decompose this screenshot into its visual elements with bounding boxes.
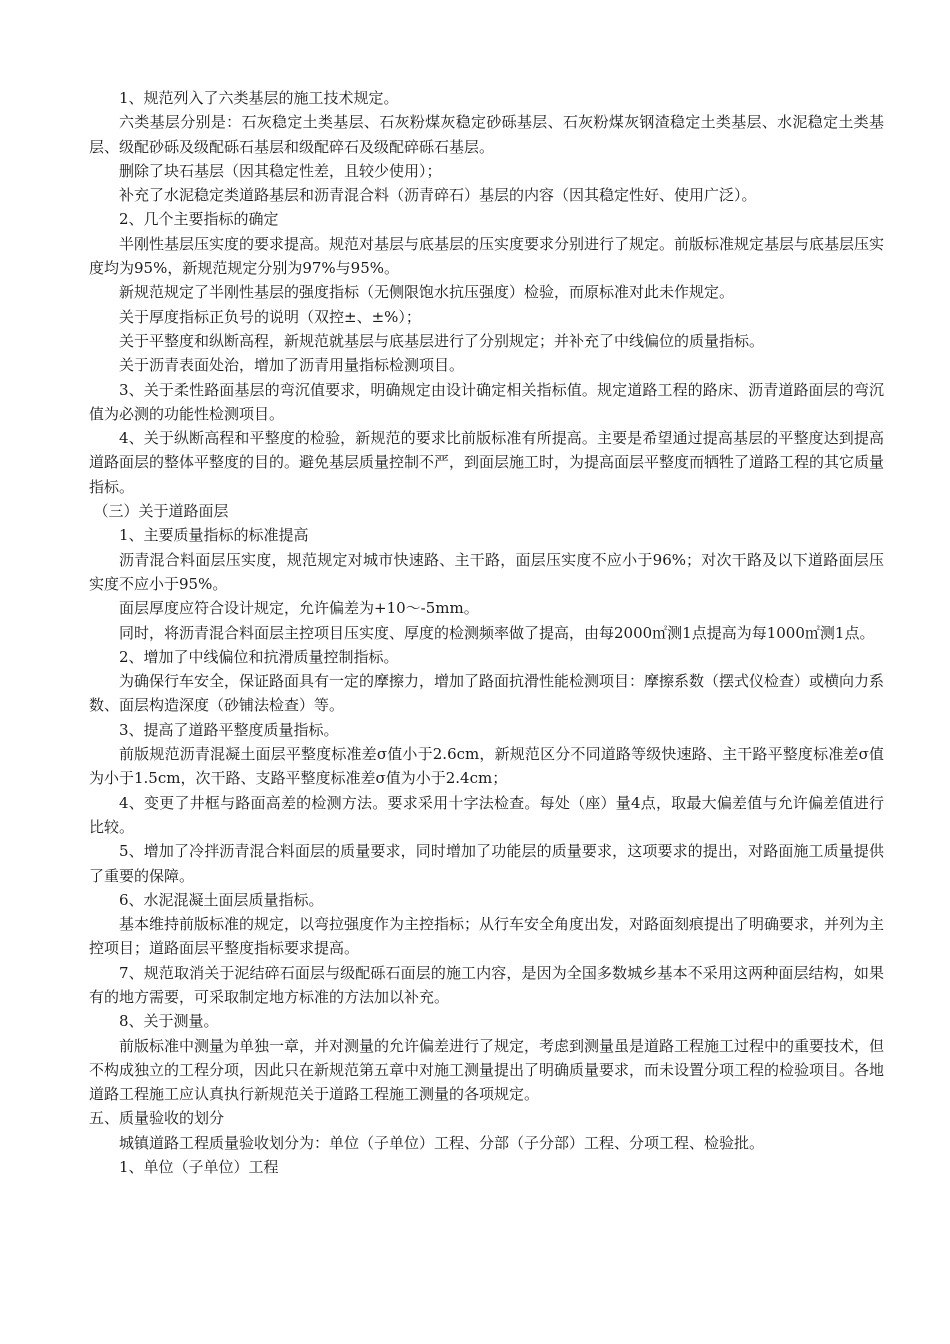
paragraph-six-base-types: 六类基层分别是：石灰稳定土类基层、石灰粉煤灰稳定砂砾基层、石灰粉煤灰钢渣稳定土类基层、水泥稳定土类基层、级配砂砾及级配砾石基层和级配碎石及级配碎砾石基层。 xyxy=(89,113,884,156)
paragraph-skid-resistance: 为确保行车安全，保证路面具有一定的摩擦力，增加了路面抗滑性能检测项目：摩擦系数（摆式仪检查）或横向力系数、面层构造深度（砂铺法检查）等。 xyxy=(89,672,885,715)
paragraph-removed-macadam: 7、规范取消关于泥结碎石面层与级配砾石面层的施工内容，是因为全国多数城乡基本不采用这两种面层结构，如果有的地方需要，可采取制定地方标准的方法加以补充。 xyxy=(89,963,884,1006)
document-page xyxy=(89,86,884,1179)
paragraph-compaction: 半刚性基层压实度的要求提高。规范对基层与底基层的压实度要求分别进行了规定。前版标准规定基层与底基层压实度均为95%，新规范规定分别为97%与95%。 xyxy=(89,234,885,278)
section-heading-acceptance-division: 五、质量验收的划分 xyxy=(89,1109,225,1128)
paragraph-cement-concrete-heading: 6、水泥混凝土面层质量指标。 xyxy=(119,890,324,909)
paragraph-acceptance-division: 城镇道路工程质量验收划分为：单位（子单位）工程、分部（子分部）工程、分项工程、检验批。 xyxy=(119,1133,765,1152)
paragraph-flatness-sigma: 前版规范沥青混凝土面层平整度标准差σ值小于2.6cm，新规范区分不同道路等级快速路、主干路平整度标准差σ值为小于1.5cm，次干路、支路平整度标准差σ值为小于2.4cm； xyxy=(89,745,884,788)
paragraph-detection-frequency: 同时，将沥青混合料面层主控项目压实度、厚度的检测频率做了提高，由每2000㎡测1点提高为每1000㎡测1点。 xyxy=(119,623,875,642)
paragraph-flatness-heading: 3、提高了道路平整度质量指标。 xyxy=(119,720,339,739)
paragraph-centerline-skid-heading: 2、增加了中线偏位和抗滑质量控制指标。 xyxy=(119,647,399,666)
paragraph-asphalt-compaction: 沥青混合料面层压实度，规范规定对城市快速路、主干路，面层压实度不应小于96%；对次干路及以下道路面层压实度不应小于95%。 xyxy=(89,550,884,593)
paragraph-survey-heading: 8、关于测量。 xyxy=(119,1012,219,1031)
paragraph-thickness-sign: 关于厚度指标正负号的说明（双控±、±%）； xyxy=(119,307,421,326)
paragraph-quality-standard-heading: 1、主要质量指标的标准提高 xyxy=(119,526,309,545)
paragraph-cold-mix: 5、增加了冷拌沥青混合料面层的质量要求，同时增加了功能层的质量要求，这项要求的提出，对路面施工质量提供了重要的保障。 xyxy=(89,842,884,885)
section-heading-road-surface: （三）关于道路面层 xyxy=(93,502,229,521)
paragraph-deflection: 3、关于柔性路面基层的弯沉值要求，明确规定由设计确定相关指标值。规定道路工程的路床、沥青道路面层的弯沉值为必测的功能性检测项目。 xyxy=(89,380,884,423)
paragraph-manhole-method: 4、变更了井框与路面高差的检测方法。要求采用十字法检查。每处（座）量4点，取最大偏差值与允许偏差值进行比较。 xyxy=(89,793,884,836)
paragraph-key-indicators-heading: 2、几个主要指标的确定 xyxy=(119,210,279,229)
paragraph-unit-project-heading: 1、单位（子单位）工程 xyxy=(119,1158,279,1177)
paragraph-asphalt-surface-treatment: 关于沥青表面处治，增加了沥青用量指标检测项目。 xyxy=(119,356,465,375)
paragraph-flatness-elevation: 关于平整度和纵断高程，新规范就基层与底基层进行了分别规定；并补充了中线偏位的质量指标。 xyxy=(119,331,765,350)
paragraph-elevation-flatness-check: 4、关于纵断高程和平整度的检验，新规范的要求比前版标准有所提高。主要是希望通过提高基层的平整度达到提高道路面层的整体平整度的目的。避免基层质量控制不严，到面层施工时，为提高面层平整度而牺牲了道路工程的其它质量指标。 xyxy=(89,429,885,496)
paragraph-base-types: 1、规范列入了六类基层的施工技术规定。 xyxy=(119,89,399,107)
paragraph-surface-thickness: 面层厚度应符合设计规定，允许偏差为+10～-5mm。 xyxy=(119,599,479,618)
paragraph-survey-detail: 前版标准中测量为单独一章，并对测量的允许偏差进行了规定，考虑到测量虽是道路工程施工过程中的重要技术，但不构成独立的工程分项，因此只在新规范第五章中对施工测量提出了明确质量要求，而未设置分项工程的检验项目。各地道路工程施工应认真执行新规范关于道路工程施工测量的各项规定。 xyxy=(89,1036,885,1104)
paragraph-removed-block-stone: 删除了块石基层（因其稳定性差，且较少使用）； xyxy=(119,161,442,180)
paragraph-added-cement-asphalt: 补充了水泥稳定类道路基层和沥青混合料（沥青碎石）基层的内容（因其稳定性好、使用广泛）。 xyxy=(119,186,757,205)
paragraph-cement-concrete-detail: 基本维持前版标准的规定，以弯拉强度作为主控指标；从行车安全角度出发，对路面刻痕提出了明确要求，并列为主控项目；道路面层平整度指标要求提高。 xyxy=(89,915,885,958)
paragraph-strength-index: 新规范规定了半刚性基层的强度指标（无侧限饱水抗压强度）检验，而原标准对此未作规定。 xyxy=(119,283,735,302)
